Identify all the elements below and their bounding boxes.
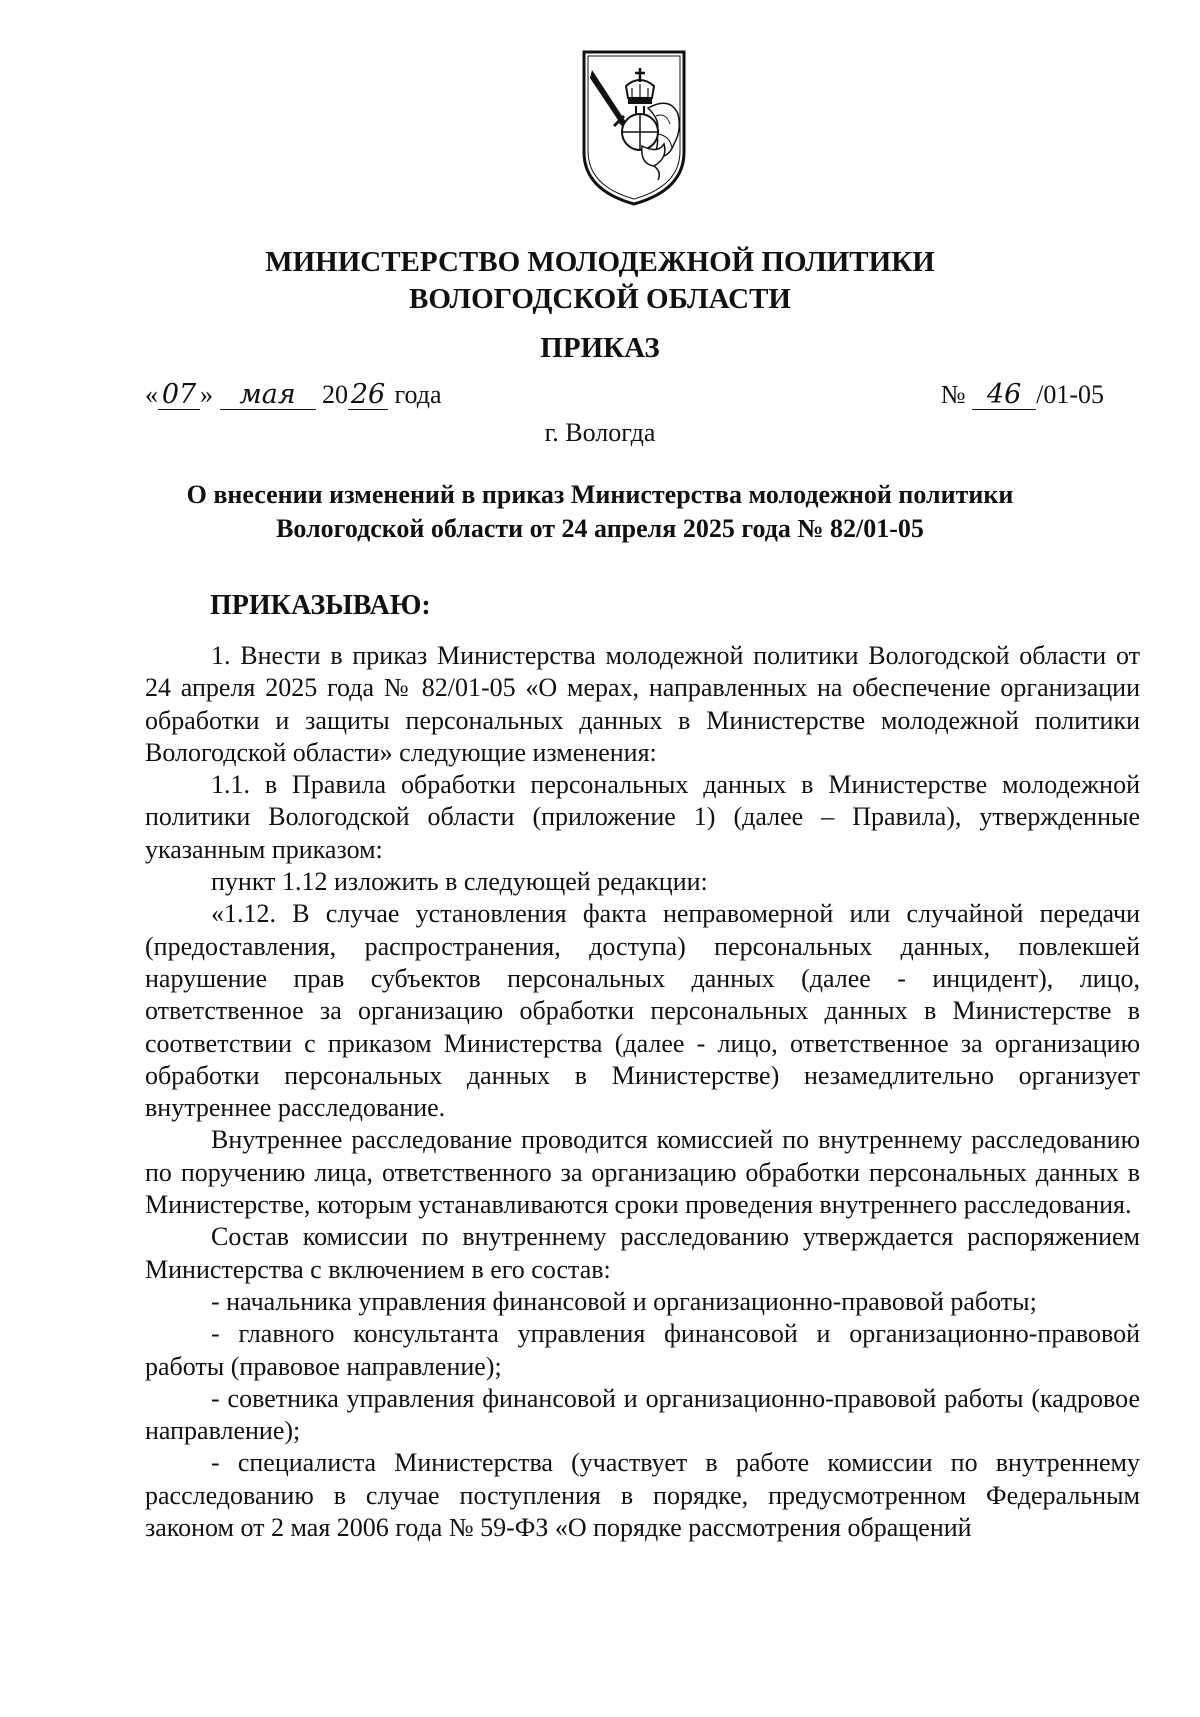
number-suffix: /01-05 (1036, 380, 1104, 409)
paragraph: 1. Внести в приказ Министерства молодежной политики Вологодской области от 24 апреля 2025 года № 82/01-05 «О мерах, направленных на обеспечение организации обработки и защиты персональных данных в Министерстве молодежной политики Вологодской области» следующие изменения: (145, 641, 1140, 767)
city: г. Вологда (544, 418, 656, 447)
document-body (145, 640, 1140, 1544)
subject-line2: Вологодской области от 24 апреля 2025 года № 82/01-05 (276, 514, 924, 543)
paragraph: пункт 1.12 изложить в следующей редакции: (211, 867, 708, 897)
paragraph: Внутреннее расследование проводится комиссией по внутреннему расследованию по поручению лица, ответственного за организацию обработки персональных данных в Министерстве, которым устанавливаются сроки проведения внутреннего расследования. (145, 1125, 1140, 1220)
list-item: - специалиста Министерства (участвует в работе комиссии по внутреннему расследованию в случае поступления в порядке, предусмотренном Федеральным законом от 2 мая 2006 года № 59-ФЗ «О порядке рассмотрения обращений (145, 1448, 1140, 1543)
date-year-prefix: 20 (322, 380, 348, 409)
coat-of-arms-emblem (578, 48, 690, 208)
list-item: - советника управления финансовой и организационно-правовой работы (кадровое направление); (145, 1383, 1140, 1446)
ministry-name-line1: МИНИСТЕРСТВО МОЛОДЕЖНОЙ ПОЛИТИКИ (265, 246, 935, 278)
subject-line1: О внесении изменений в приказ Министерства молодежной политики (186, 480, 1014, 509)
paragraph: 1.1. в Правила обработки персональных данных в Министерстве молодежной политики Вологодской области (приложение 1) (далее – Правила), утвержденные указанным приказом: (145, 770, 1140, 864)
date-close-quote: » (200, 380, 213, 409)
ministry-name (0, 244, 1200, 318)
paragraph: «1.12. В случае установления факта неправомерной или случайной передачи (предоставления, распространения, доступа) персональных данных, повлекшей нарушение прав субъектов персональных данных (далее - инцидент), лицо, ответственное за организацию обработки персональных данных в Министерстве в соответствии с приказом Министерства (далее - лицо, ответственное за организацию обработки персональных данных в Министерстве) незамедлительно организует внутреннее расследование. (145, 899, 1140, 1123)
ministry-name-line2: ВОЛОГОДСКОЙ ОБЛАСТИ (409, 283, 791, 315)
list-item: - главного консультанта управления финансовой и организационно-правовой работы (правовое направление); (145, 1319, 1140, 1381)
date-day: 07 (158, 381, 200, 410)
list-item: - начальника управления финансовой и организационно-правовой работы; (211, 1286, 1037, 1316)
paragraph: Состав комиссии по внутреннему расследованию утверждается распоряжением Министерства с включением в его состав: (145, 1222, 1140, 1284)
number-prefix: № (940, 380, 966, 409)
number-value: 46 (972, 381, 1036, 410)
date-month: мая (220, 381, 316, 410)
decree-word: ПРИКАЗЫВАЮ: (210, 590, 431, 621)
date-year-word: года (394, 380, 442, 409)
order-number (941, 380, 1104, 410)
document-type: ПРИКАЗ (540, 332, 660, 364)
order-date (145, 380, 442, 410)
date-year-suffix: 26 (348, 381, 388, 410)
date-open-quote: « (145, 380, 158, 409)
order-subject (120, 478, 1080, 546)
